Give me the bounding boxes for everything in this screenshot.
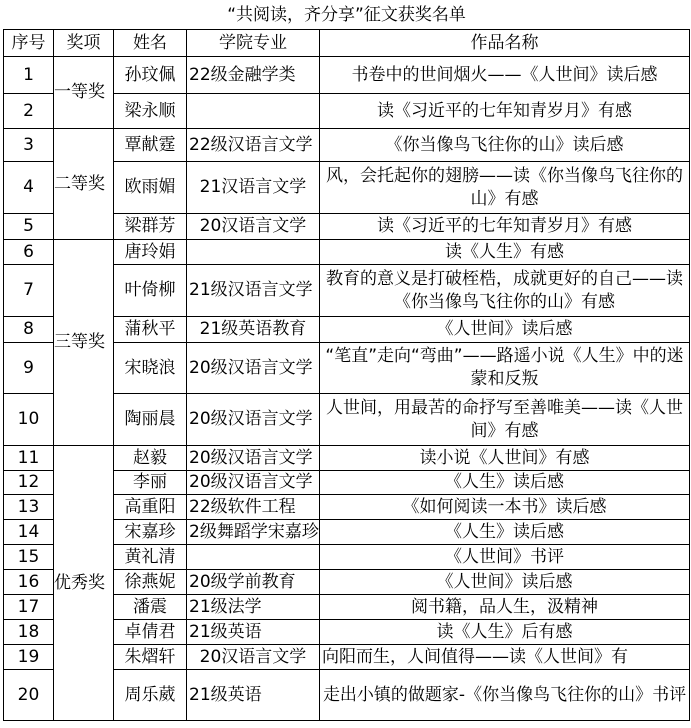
award-excellence: 优秀奖 <box>54 446 114 721</box>
cell-name: 孙玟佩 <box>114 57 187 94</box>
cell-no: 10 <box>4 394 54 446</box>
cell-major: 20级学前教育 <box>187 570 320 595</box>
cell-name: 宋晓浪 <box>114 343 187 394</box>
cell-name: 蒲秋平 <box>114 317 187 343</box>
cell-name: 卓倩君 <box>114 620 187 645</box>
cell-name: 高重阳 <box>114 495 187 520</box>
cell-name: 李丽 <box>114 471 187 495</box>
cell-name: 周乐葳 <box>114 670 187 721</box>
cell-work: 《人生》读后感 <box>320 520 690 545</box>
cell-no: 14 <box>4 520 54 545</box>
cell-name: 赵毅 <box>114 446 187 471</box>
cell-work: 读《人生》有感 <box>320 240 690 265</box>
header-name: 姓名 <box>114 30 187 57</box>
cell-major: 20汉语言文学 <box>187 214 320 240</box>
cell-work: 书卷中的世间烟火——《人世间》读后感 <box>320 57 690 94</box>
cell-work: 人世间，用最苦的命抒写至善唯美——读《人世间》有感 <box>320 394 690 446</box>
cell-no: 2 <box>4 94 54 129</box>
cell-work: 读《人生》后有感 <box>320 620 690 645</box>
cell-work: 风，会托起你的翅膀——读《你当像鸟飞往你的山》有感 <box>320 162 690 214</box>
cell-major: 20级汉语言文学 <box>187 446 320 471</box>
cell-no: 5 <box>4 214 54 240</box>
cell-work: 向阳而生，人间值得——读《人世间》有 <box>320 645 690 670</box>
cell-major: 20级汉语言文学 <box>187 394 320 446</box>
cell-no: 13 <box>4 495 54 520</box>
cell-no: 17 <box>4 595 54 620</box>
cell-name: 叶倚柳 <box>114 265 187 317</box>
table-row <box>4 446 690 471</box>
cell-work: 《人世间》读后感 <box>320 317 690 343</box>
header-award: 奖项 <box>54 30 114 57</box>
cell-name: 潘震 <box>114 595 187 620</box>
header-no: 序号 <box>4 30 54 57</box>
cell-no: 18 <box>4 620 54 645</box>
cell-no: 11 <box>4 446 54 471</box>
cell-no: 12 <box>4 471 54 495</box>
cell-no: 6 <box>4 240 54 265</box>
cell-no: 8 <box>4 317 54 343</box>
header-major: 学院专业 <box>187 30 320 57</box>
cell-work: 《人世间》读后感 <box>320 570 690 595</box>
cell-no: 4 <box>4 162 54 214</box>
cell-name: 徐燕妮 <box>114 570 187 595</box>
cell-work: 读《习近平的七年知青岁月》有感 <box>320 214 690 240</box>
table-row <box>4 240 690 265</box>
cell-work: 《你当像鸟飞往你的山》读后感 <box>320 129 690 162</box>
cell-major: 20汉语言文学 <box>187 645 320 670</box>
cell-work: 读《习近平的七年知青岁月》有感 <box>320 94 690 129</box>
cell-work: 《人生》读后感 <box>320 471 690 495</box>
cell-major <box>187 94 320 129</box>
award-table <box>3 2 690 721</box>
cell-name: 黄礼清 <box>114 545 187 570</box>
cell-name: 唐玲娟 <box>114 240 187 265</box>
cell-work: 走出小镇的做题家-《你当像鸟飞往你的山》书评 <box>320 670 690 721</box>
cell-no: 15 <box>4 545 54 570</box>
cell-major: 21级英语 <box>187 620 320 645</box>
cell-name: 朱熠轩 <box>114 645 187 670</box>
cell-major: 21级英语 <box>187 670 320 721</box>
cell-major: 22级金融学类 <box>187 57 320 94</box>
header-work: 作品名称 <box>320 30 690 57</box>
cell-name: 梁永顺 <box>114 94 187 129</box>
cell-name: 梁群芳 <box>114 214 187 240</box>
cell-no: 1 <box>4 57 54 94</box>
cell-no: 3 <box>4 129 54 162</box>
cell-work: “笔直”走向“弯曲”——路遥小说《人生》中的迷蒙和反叛 <box>320 343 690 394</box>
award-second: 二等奖 <box>54 129 114 240</box>
cell-name: 欧雨媚 <box>114 162 187 214</box>
cell-no: 16 <box>4 570 54 595</box>
cell-name: 宋嘉珍 <box>114 520 187 545</box>
cell-no: 20 <box>4 670 54 721</box>
cell-major: 20级汉语言文学 <box>187 471 320 495</box>
cell-major <box>187 545 320 570</box>
cell-no: 7 <box>4 265 54 317</box>
cell-major: 20级汉语言文学 <box>187 343 320 394</box>
cell-no: 19 <box>4 645 54 670</box>
cell-major: 22级软件工程 <box>187 495 320 520</box>
cell-major: 21级法学 <box>187 595 320 620</box>
cell-work: 读小说《人世间》有感 <box>320 446 690 471</box>
cell-no: 9 <box>4 343 54 394</box>
cell-major: 22级汉语言文学 <box>187 129 320 162</box>
table-row <box>4 129 690 162</box>
cell-major: 21级汉语言文学 <box>187 265 320 317</box>
cell-major: 2级舞蹈学宋嘉珍 <box>187 520 320 545</box>
cell-work: 教育的意义是打破桎梏，成就更好的自己——读《你当像鸟飞往你的山》有感 <box>320 265 690 317</box>
table-row <box>4 57 690 94</box>
cell-name: 覃献霆 <box>114 129 187 162</box>
award-third: 三等奖 <box>54 240 114 446</box>
cell-work: 《如何阅读一本书》读后感 <box>320 495 690 520</box>
award-first: 一等奖 <box>54 57 114 129</box>
cell-work: 阅书籍，品人生，汲精神 <box>320 595 690 620</box>
cell-name: 陶丽晨 <box>114 394 187 446</box>
table-title: “共阅读，齐分享”征文获奖名单 <box>227 5 466 25</box>
cell-major <box>187 240 320 265</box>
cell-major: 21汉语言文学 <box>187 162 320 214</box>
cell-major: 21级英语教育 <box>187 317 320 343</box>
cell-work: 《人世间》书评 <box>320 545 690 570</box>
